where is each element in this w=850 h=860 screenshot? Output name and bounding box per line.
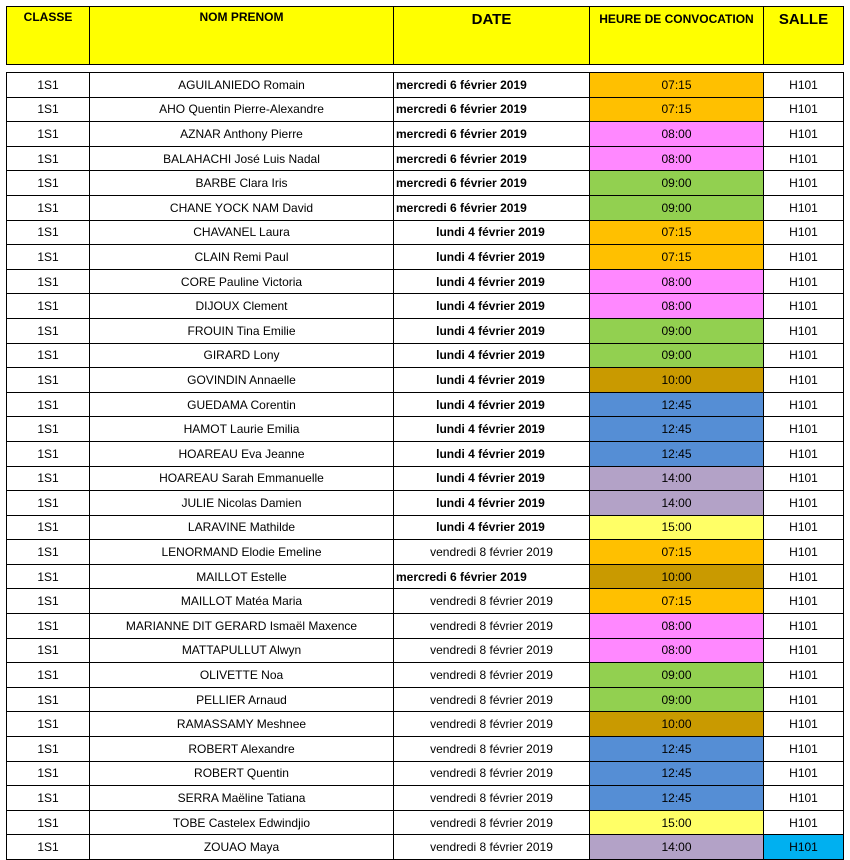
cell-salle: H101 [764,368,844,393]
cell-classe: 1S1 [7,687,90,712]
cell-nom-prenom: RAMASSAMY Meshnee [90,712,394,737]
cell-date: mercredi 6 février 2019 [394,564,590,589]
cell-date: lundi 4 février 2019 [394,318,590,343]
cell-classe: 1S1 [7,761,90,786]
cell-nom-prenom: OLIVETTE Noa [90,663,394,688]
cell-date: vendredi 8 février 2019 [394,786,590,811]
cell-date: vendredi 8 février 2019 [394,737,590,762]
header-row [7,7,844,65]
cell-nom-prenom: MATTAPULLUT Alwyn [90,638,394,663]
cell-date: vendredi 8 février 2019 [394,712,590,737]
cell-heure: 12:45 [590,392,764,417]
header-date: DATE [394,7,590,65]
cell-salle: H101 [764,810,844,835]
table-row [7,245,844,270]
table-row [7,195,844,220]
cell-salle: H101 [764,466,844,491]
cell-salle: H101 [764,515,844,540]
cell-heure: 09:00 [590,318,764,343]
cell-salle: H101 [764,441,844,466]
cell-salle: H101 [764,687,844,712]
cell-heure: 07:15 [590,220,764,245]
table-row [7,146,844,171]
cell-classe: 1S1 [7,73,90,98]
cell-heure: 09:00 [590,663,764,688]
cell-heure: 09:00 [590,687,764,712]
cell-date: lundi 4 février 2019 [394,515,590,540]
cell-salle: H101 [764,663,844,688]
cell-date: vendredi 8 février 2019 [394,589,590,614]
table-row [7,712,844,737]
cell-salle: H101 [764,392,844,417]
cell-classe: 1S1 [7,589,90,614]
cell-heure: 12:45 [590,786,764,811]
cell-heure: 15:00 [590,810,764,835]
table-row [7,269,844,294]
cell-classe: 1S1 [7,614,90,639]
cell-date: lundi 4 février 2019 [394,220,590,245]
cell-heure: 07:15 [590,73,764,98]
cell-date: lundi 4 février 2019 [394,417,590,442]
cell-date: mercredi 6 février 2019 [394,97,590,122]
cell-nom-prenom: JULIE Nicolas Damien [90,491,394,516]
cell-date: lundi 4 février 2019 [394,368,590,393]
cell-salle: H101 [764,343,844,368]
cell-salle: H101 [764,835,844,860]
cell-date: lundi 4 février 2019 [394,441,590,466]
header-nom-prenom: NOM PRENOM [90,7,394,65]
cell-heure: 12:45 [590,441,764,466]
cell-date: mercredi 6 février 2019 [394,73,590,98]
cell-heure: 14:00 [590,466,764,491]
cell-classe: 1S1 [7,392,90,417]
cell-salle: H101 [764,491,844,516]
cell-nom-prenom: ZOUAO Maya [90,835,394,860]
cell-date: vendredi 8 février 2019 [394,835,590,860]
cell-classe: 1S1 [7,786,90,811]
cell-date: lundi 4 février 2019 [394,491,590,516]
cell-classe: 1S1 [7,712,90,737]
cell-classe: 1S1 [7,195,90,220]
table-row [7,589,844,614]
cell-salle: H101 [764,220,844,245]
cell-salle: H101 [764,614,844,639]
cell-nom-prenom: AGUILANIEDO Romain [90,73,394,98]
table-row [7,343,844,368]
cell-nom-prenom: CHAVANEL Laura [90,220,394,245]
cell-classe: 1S1 [7,368,90,393]
cell-salle: H101 [764,318,844,343]
table-row [7,638,844,663]
cell-heure: 12:45 [590,417,764,442]
cell-nom-prenom: CLAIN Remi Paul [90,245,394,270]
cell-classe: 1S1 [7,343,90,368]
cell-heure: 14:00 [590,835,764,860]
cell-salle: H101 [764,712,844,737]
table-row [7,122,844,147]
cell-salle: H101 [764,171,844,196]
cell-nom-prenom: SERRA Maëline Tatiana [90,786,394,811]
cell-classe: 1S1 [7,564,90,589]
cell-classe: 1S1 [7,466,90,491]
cell-classe: 1S1 [7,540,90,565]
cell-classe: 1S1 [7,97,90,122]
cell-classe: 1S1 [7,737,90,762]
cell-date: lundi 4 février 2019 [394,392,590,417]
cell-classe: 1S1 [7,810,90,835]
cell-heure: 09:00 [590,195,764,220]
table-row [7,663,844,688]
cell-nom-prenom: MARIANNE DIT GERARD Ismaël Maxence [90,614,394,639]
cell-classe: 1S1 [7,122,90,147]
cell-heure: 12:45 [590,737,764,762]
cell-date: vendredi 8 février 2019 [394,663,590,688]
table-row [7,737,844,762]
cell-heure: 08:00 [590,122,764,147]
table-row [7,540,844,565]
cell-salle: H101 [764,786,844,811]
cell-nom-prenom: MAILLOT Estelle [90,564,394,589]
table-row [7,294,844,319]
cell-salle: H101 [764,540,844,565]
cell-date: mercredi 6 février 2019 [394,146,590,171]
table-row [7,441,844,466]
cell-heure: 08:00 [590,638,764,663]
cell-date: vendredi 8 février 2019 [394,761,590,786]
cell-heure: 09:00 [590,343,764,368]
table-row [7,810,844,835]
cell-classe: 1S1 [7,835,90,860]
cell-date: vendredi 8 février 2019 [394,810,590,835]
cell-heure: 07:15 [590,589,764,614]
cell-heure: 07:15 [590,97,764,122]
cell-classe: 1S1 [7,245,90,270]
table-row [7,392,844,417]
cell-nom-prenom: GOVINDIN Annaelle [90,368,394,393]
cell-salle: H101 [764,417,844,442]
cell-heure: 12:45 [590,761,764,786]
cell-nom-prenom: MAILLOT Matéa Maria [90,589,394,614]
cell-heure: 10:00 [590,712,764,737]
cell-nom-prenom: BARBE Clara Iris [90,171,394,196]
cell-salle: H101 [764,294,844,319]
cell-classe: 1S1 [7,515,90,540]
cell-date: vendredi 8 février 2019 [394,540,590,565]
cell-classe: 1S1 [7,146,90,171]
convocation-table [6,6,844,860]
spacer-cell [764,65,844,73]
cell-salle: H101 [764,638,844,663]
table-row [7,564,844,589]
cell-nom-prenom: HOAREAU Eva Jeanne [90,441,394,466]
cell-heure: 08:00 [590,269,764,294]
cell-nom-prenom: CORE Pauline Victoria [90,269,394,294]
cell-salle: H101 [764,73,844,98]
cell-salle: H101 [764,122,844,147]
spacer-cell [590,65,764,73]
cell-salle: H101 [764,195,844,220]
cell-nom-prenom: HOAREAU Sarah Emmanuelle [90,466,394,491]
cell-nom-prenom: HAMOT Laurie Emilia [90,417,394,442]
cell-date: vendredi 8 février 2019 [394,638,590,663]
cell-nom-prenom: BALAHACHI José Luis Nadal [90,146,394,171]
cell-classe: 1S1 [7,294,90,319]
cell-salle: H101 [764,589,844,614]
spacer-row [7,65,844,73]
cell-nom-prenom: GIRARD Lony [90,343,394,368]
cell-date: mercredi 6 février 2019 [394,122,590,147]
cell-classe: 1S1 [7,491,90,516]
cell-date: lundi 4 février 2019 [394,245,590,270]
cell-date: mercredi 6 février 2019 [394,171,590,196]
cell-classe: 1S1 [7,638,90,663]
table-row [7,171,844,196]
header-salle: SALLE [764,7,844,65]
cell-nom-prenom: ROBERT Alexandre [90,737,394,762]
cell-classe: 1S1 [7,417,90,442]
cell-date: vendredi 8 février 2019 [394,687,590,712]
cell-heure: 07:15 [590,245,764,270]
cell-classe: 1S1 [7,220,90,245]
table-row [7,614,844,639]
table-row [7,466,844,491]
cell-salle: H101 [764,269,844,294]
cell-nom-prenom: FROUIN Tina Emilie [90,318,394,343]
cell-classe: 1S1 [7,269,90,294]
table-row [7,73,844,98]
table-row [7,368,844,393]
cell-date: mercredi 6 février 2019 [394,195,590,220]
cell-date: lundi 4 février 2019 [394,466,590,491]
table-row [7,220,844,245]
cell-nom-prenom: LENORMAND Elodie Emeline [90,540,394,565]
table-row [7,786,844,811]
header-classe: CLASSE [7,7,90,65]
cell-nom-prenom: ROBERT Quentin [90,761,394,786]
cell-heure: 15:00 [590,515,764,540]
cell-nom-prenom: TOBE Castelex Edwindjio [90,810,394,835]
cell-classe: 1S1 [7,318,90,343]
cell-date: vendredi 8 février 2019 [394,614,590,639]
table-row [7,318,844,343]
table-row [7,687,844,712]
cell-heure: 08:00 [590,614,764,639]
cell-heure: 08:00 [590,146,764,171]
table-row [7,491,844,516]
cell-date: lundi 4 février 2019 [394,343,590,368]
cell-salle: H101 [764,761,844,786]
spacer-cell [90,65,394,73]
header-heure-convocation: HEURE DE CONVOCATION [590,7,764,65]
cell-classe: 1S1 [7,441,90,466]
cell-nom-prenom: PELLIER Arnaud [90,687,394,712]
cell-classe: 1S1 [7,171,90,196]
cell-nom-prenom: CHANE YOCK NAM David [90,195,394,220]
cell-nom-prenom: LARAVINE Mathilde [90,515,394,540]
table-row [7,761,844,786]
cell-salle: H101 [764,97,844,122]
cell-date: lundi 4 février 2019 [394,269,590,294]
cell-heure: 08:00 [590,294,764,319]
cell-heure: 07:15 [590,540,764,565]
cell-nom-prenom: AHO Quentin Pierre-Alexandre [90,97,394,122]
cell-heure: 10:00 [590,564,764,589]
cell-salle: H101 [764,737,844,762]
cell-nom-prenom: DIJOUX Clement [90,294,394,319]
cell-classe: 1S1 [7,663,90,688]
cell-salle: H101 [764,245,844,270]
cell-heure: 14:00 [590,491,764,516]
cell-heure: 10:00 [590,368,764,393]
spacer-cell [394,65,590,73]
table-row [7,515,844,540]
table-row [7,417,844,442]
cell-nom-prenom: GUEDAMA Corentin [90,392,394,417]
cell-nom-prenom: AZNAR Anthony Pierre [90,122,394,147]
table-row [7,97,844,122]
cell-heure: 09:00 [590,171,764,196]
cell-salle: H101 [764,146,844,171]
table-body [7,73,844,860]
cell-date: lundi 4 février 2019 [394,294,590,319]
cell-salle: H101 [764,564,844,589]
spacer-cell [7,65,90,73]
